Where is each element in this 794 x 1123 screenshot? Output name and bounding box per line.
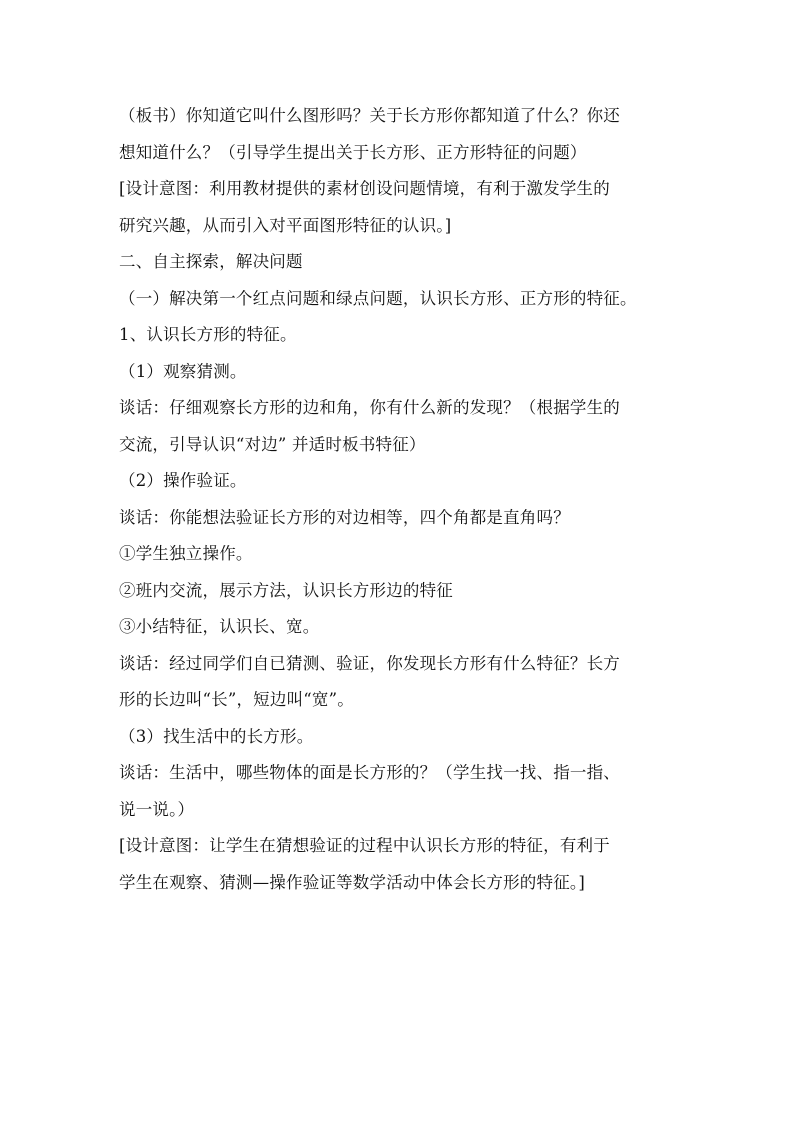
list-item: ①学生独立操作。 xyxy=(119,544,253,563)
list-item: ②班内交流，展示方法，认识长方形边的特征 xyxy=(119,580,453,600)
dialogue-line: 谈话：你能想法验证长方形的对边相等，四个角都是直角吗？ xyxy=(119,507,570,527)
dialogue-line: 谈话：仔细观察长方形的边和角，你有什么新的发现？（根据学生的 xyxy=(119,398,620,417)
design-intent-line: [设计意图：让学生在猜想验证的过程中认识长方形的特征，有利于 xyxy=(119,836,610,855)
subsection-heading: （一）解决第一个红点问题和绿点问题，认识长方形、正方形的特征。 xyxy=(119,288,637,308)
substep-heading: （2）操作验证。 xyxy=(119,471,247,490)
substep-heading: （1）观察猜测。 xyxy=(119,361,247,381)
dialogue-line: 形的长边叫“长”，短边叫“宽”。 xyxy=(119,690,354,709)
text-line: （板书）你知道它叫什么图形吗？关于长方形你都知道了什么？你还 xyxy=(119,106,620,125)
list-item: ③小结特征，认识长、宽。 xyxy=(119,617,320,636)
design-intent-line: [设计意图：利用教材提供的素材创设问题情境，有利于激发学生的 xyxy=(119,179,610,198)
dialogue-line: 说一说。） xyxy=(119,799,195,819)
section-heading: 二、自主探索，解决问题 xyxy=(119,252,303,271)
substep-heading: （3）找生活中的长方形。 xyxy=(119,726,314,746)
design-intent-line: 学生在观察、猜测—操作验证等数学活动中体会长方形的特征。] xyxy=(119,872,585,892)
step-heading: 1、认识长方形的特征。 xyxy=(119,325,297,344)
dialogue-line: 谈话：生活中，哪些物体的面是长方形的？（学生找一找、指一指、 xyxy=(119,763,620,782)
design-intent-line: 研究兴趣，从而引入对平面图形特征的认识。] xyxy=(119,215,452,235)
text-line: 想知道什么？（引导学生提出关于长方形、正方形特征的问题） xyxy=(119,142,587,162)
dialogue-line: 谈话：经过同学们自已猜测、验证，你发现长方形有什么特征？长方 xyxy=(119,653,620,673)
dialogue-line: 交流，引导认识“对边” 并适时板书特征） xyxy=(119,434,426,454)
document-body xyxy=(119,98,679,901)
